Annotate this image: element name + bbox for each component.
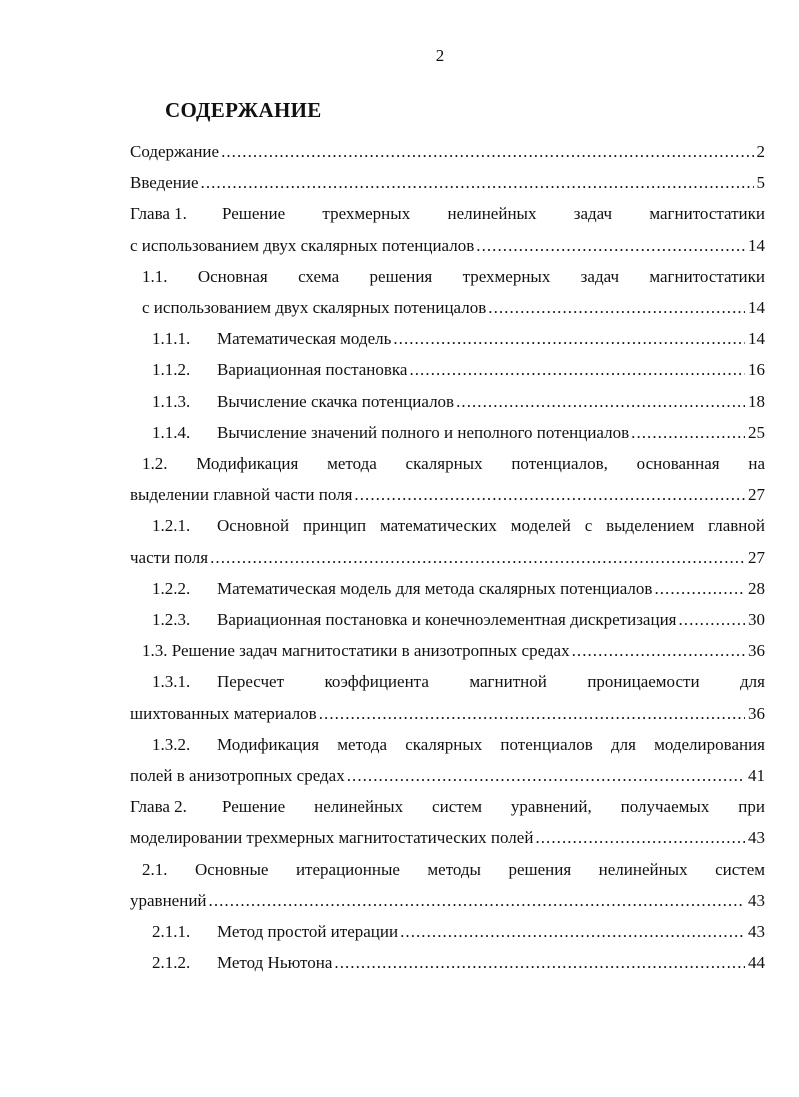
toc-page-number: 18: [748, 392, 765, 411]
toc-entry-number: 1.2.2.: [152, 579, 191, 598]
dot-leader: [334, 951, 745, 975]
toc-entry-title: 1.1. Основная схема решения трехмерных задач магнитостатики: [142, 267, 765, 286]
toc-entry-line[interactable]: [130, 202, 765, 226]
toc-entry-title: Вычисление скачка потенциалов: [217, 392, 455, 411]
dot-leader: [347, 764, 745, 788]
toc-entry-title: Модификация метода скалярных потенциалов для моделирования: [217, 735, 765, 754]
toc-entry-line[interactable]: [130, 171, 765, 195]
toc-page-number: 2: [756, 142, 765, 161]
toc-entry-line[interactable]: [130, 234, 765, 258]
toc-entry-line[interactable]: [130, 702, 765, 726]
dot-leader: [201, 171, 754, 195]
toc-entry-line[interactable]: [142, 639, 765, 663]
toc-entry-title: Вариационная постановка и конечноэлементная дискретизация: [217, 610, 677, 629]
toc-entry-line[interactable]: [152, 327, 765, 351]
toc-entry-line[interactable]: [152, 421, 765, 445]
toc-entry-line[interactable]: [152, 390, 765, 414]
toc-entry-line[interactable]: [130, 826, 765, 850]
toc-entry-line[interactable]: [152, 920, 765, 944]
dot-leader: [456, 390, 745, 414]
toc-page-number: 44: [748, 953, 765, 972]
toc-page-number: 43: [748, 891, 765, 910]
toc-entry-title: Основной принцип математических моделей с выделением главной: [217, 516, 765, 535]
toc-page-number: 14: [748, 329, 765, 348]
toc-entry-title: моделировании трехмерных магнитостатических полей: [130, 828, 534, 847]
toc-page-number: 36: [748, 641, 765, 660]
toc-entry-number: 1.2.1.: [152, 516, 191, 535]
toc-entry-title: Содержание: [130, 142, 220, 161]
toc-page-number: 14: [748, 236, 765, 255]
toc-entry-title: уравнений: [130, 891, 207, 910]
toc-entry-title: Математическая модель: [217, 329, 392, 348]
toc-entry-number: 1.3.1.: [152, 672, 191, 691]
toc-page-number: 43: [748, 922, 765, 941]
dot-leader: [319, 702, 745, 726]
toc-entry-line[interactable]: [152, 358, 765, 382]
toc-entry-title: Введение: [130, 173, 199, 192]
toc-entry-line[interactable]: [130, 140, 765, 164]
toc-page-number: 16: [748, 360, 765, 379]
toc-entry-title: Пересчет коэффициента магнитной проницаемости для: [217, 672, 765, 691]
toc-page-number: 25: [748, 423, 765, 442]
toc-entry-number: Глава 1.: [130, 204, 187, 223]
toc-entry-line[interactable]: [152, 514, 765, 538]
toc-entry-title: 2.1. Основные итерационные методы решения нелинейных систем: [142, 860, 765, 879]
dot-leader: [354, 483, 745, 507]
toc-page-number: 41: [748, 766, 765, 785]
toc-entry-number: 1.2.3.: [152, 610, 191, 629]
toc-entry-line[interactable]: [152, 608, 765, 632]
dot-leader: [631, 421, 745, 445]
toc-entry-number: 1.1.2.: [152, 360, 191, 379]
toc-entry-number: 2.1.2.: [152, 953, 191, 972]
toc-entry-title: Решение трехмерных нелинейных задач магнитостатики: [222, 204, 765, 223]
toc-entry-line[interactable]: [130, 889, 765, 913]
dot-leader: [476, 234, 745, 258]
toc-entry-number: 2.1.1.: [152, 922, 191, 941]
toc-entry-line[interactable]: [152, 951, 765, 975]
page-number: 2: [435, 46, 445, 65]
dot-leader: [210, 546, 745, 570]
dot-leader: [393, 327, 745, 351]
toc-entry-line[interactable]: [130, 795, 765, 819]
toc-entry-title: с использованием двух скалярных потеницалов: [142, 298, 487, 317]
dot-leader: [209, 889, 745, 913]
toc-entry-line[interactable]: [142, 265, 765, 289]
toc-page-number: 30: [748, 610, 765, 629]
toc-entry-number: 1.1.4.: [152, 423, 191, 442]
toc-page-number: 36: [748, 704, 765, 723]
toc-entry-line[interactable]: [142, 858, 765, 882]
toc-entry-line[interactable]: [130, 483, 765, 507]
toc-entry-number: 1.1.3.: [152, 392, 191, 411]
dot-leader: [535, 826, 745, 850]
toc-page-number: 43: [748, 828, 765, 847]
dot-leader: [678, 608, 745, 632]
dot-leader: [400, 920, 745, 944]
toc-page-number: 14: [748, 298, 765, 317]
toc-entry-number: 1.1.1.: [152, 329, 191, 348]
toc-entry-number: Глава 2.: [130, 797, 187, 816]
toc-entry-title: Вычисление значений полного и неполного потенциалов: [217, 423, 630, 442]
toc-entry-title: полей в анизотропных средах: [130, 766, 345, 785]
toc-entry-number: 1.3.2.: [152, 735, 191, 754]
toc-title: СОДЕРЖАНИЕ: [165, 98, 322, 122]
toc-entry-title: с использованием двух скалярных потенциалов: [130, 236, 475, 255]
dot-leader: [221, 140, 753, 164]
toc-entry-title: Решение нелинейных систем уравнений, получаемых при: [222, 797, 765, 816]
toc-entry-line[interactable]: [152, 733, 765, 757]
toc-entry-title: части поля: [130, 548, 209, 567]
toc-entry-title: 1.2. Модификация метода скалярных потенциалов, основанная на: [142, 454, 765, 473]
toc-entry-line[interactable]: [152, 577, 765, 601]
toc-page-number: 5: [756, 173, 765, 192]
toc-page-number: 27: [748, 548, 765, 567]
toc-entry-title: 1.3. Решение задач магнитостатики в анизотропных средах: [142, 641, 570, 660]
toc-entry-line[interactable]: [152, 670, 765, 694]
toc-entry-title: Метод Ньютона: [217, 953, 333, 972]
toc-entry-line[interactable]: [130, 764, 765, 788]
dot-leader: [409, 358, 745, 382]
toc-entry-title: Вариационная постановка: [217, 360, 408, 379]
toc-entry-title: Метод простой итерации: [217, 922, 399, 941]
toc-entry-title: выделении главной части поля: [130, 485, 353, 504]
dot-leader: [488, 296, 745, 320]
dot-leader: [572, 639, 745, 663]
dot-leader: [654, 577, 745, 601]
toc-page-number: 27: [748, 485, 765, 504]
toc-page-number: 28: [748, 579, 765, 598]
toc-entry-line[interactable]: [142, 452, 765, 476]
toc-entry-title: Математическая модель для метода скалярных потенциалов: [217, 579, 653, 598]
toc-entry-line[interactable]: [130, 546, 765, 570]
toc-entry-line[interactable]: [142, 296, 765, 320]
toc-entry-title: шихтованных материалов: [130, 704, 317, 723]
